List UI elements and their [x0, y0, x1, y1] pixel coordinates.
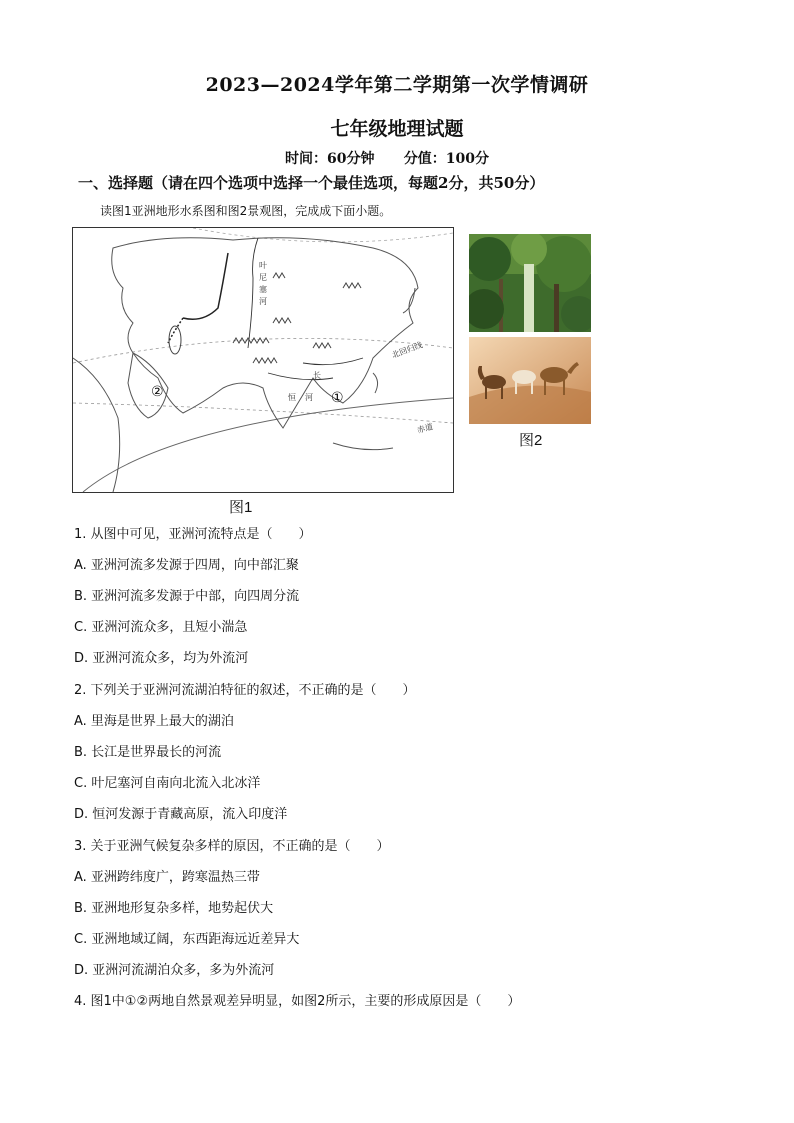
exam-meta — [285, 148, 489, 168]
europe-asia-boundary — [183, 253, 228, 319]
label-yangtze: 长 — [313, 371, 321, 380]
caspian-sea — [169, 326, 181, 354]
map-mark-2: ② — [151, 384, 164, 400]
indonesia-outline — [333, 443, 393, 450]
section-intro: 读图1亚洲地形水系图和图2景观图，完成成下面小题。 — [100, 204, 392, 218]
label-ni: 尼 — [259, 273, 267, 282]
asia-map — [72, 227, 454, 493]
asia-map-svg — [73, 228, 453, 492]
question-2-option-a: A. 里海是世界上最大的湖泊 — [74, 714, 234, 729]
question-1-option-d: D. 亚洲河流众多，均为外流河 — [74, 651, 249, 666]
map-mark-1: ① — [331, 390, 344, 406]
question-3-option-b: B. 亚洲地形复杂多样，地势起伏大 — [74, 901, 274, 916]
question-2-option-b: B. 长江是世界最长的河流 — [74, 745, 222, 760]
question-4-stem: 4. 图1中①②两地自然景观差异明显，如图2所示，主要的形成原因是（ ） — [74, 994, 521, 1009]
question-3-option-a: A. 亚洲跨纬度广，跨寒温热三带 — [74, 870, 260, 885]
label-sai: 塞 — [259, 285, 267, 294]
philippines-outline — [373, 373, 378, 393]
map-frame-arc — [83, 398, 453, 492]
exam-title: 2023—2024学年第二学期第一次学情调研 — [205, 74, 589, 96]
label-ye: 叶 — [259, 261, 267, 270]
question-3-stem: 3. 关于亚洲气候复杂多样的原因，不正确的是（ ） — [74, 839, 390, 854]
section-heading: 一、选择题（请在四个选项中选择一个最佳选项，每题2分，共50分） — [78, 174, 545, 192]
question-1-option-c: C. 亚洲河流众多，且短小湍急 — [74, 620, 248, 635]
time-label: 时间：60分钟 — [285, 151, 375, 167]
question-3-option-c: C. 亚洲地域辽阔，东西距海远近差异大 — [74, 932, 300, 947]
figure1-caption: 图1 — [229, 499, 253, 516]
label-heng: 恒 — [288, 393, 296, 402]
forest-photo — [469, 234, 591, 332]
desert-camel-photo — [469, 337, 591, 424]
label-equator: 赤道 — [416, 422, 434, 435]
exam-subtitle: 七年级地理试题 — [330, 118, 464, 140]
label-ganges-he: 河 — [305, 393, 313, 402]
label-he: 河 — [259, 297, 267, 306]
yenisei-river — [248, 238, 258, 348]
yangtze-river — [303, 358, 363, 365]
ganges-river — [268, 373, 333, 380]
score-label: 分值：100分 — [403, 151, 489, 167]
question-1-option-a: A. 亚洲河流多发源于四周，向中部汇聚 — [74, 558, 299, 573]
equator-line — [73, 403, 453, 423]
question-2-option-d: D. 恒河发源于青藏高原，流入印度洋 — [74, 807, 288, 822]
question-1-stem: 1. 从图中可见，亚洲河流特点是（ ） — [74, 527, 312, 542]
question-1-option-b: B. 亚洲河流多发源于中部，向四周分流 — [74, 589, 300, 604]
question-2-option-c: C. 叶尼塞河自南向北流入北冰洋 — [74, 776, 261, 791]
mountain-marks — [233, 273, 361, 363]
label-tropic: 北回归线 — [390, 340, 424, 360]
question-3-option-d: D. 亚洲河流湖泊众多，多为外流河 — [74, 963, 275, 978]
question-2-stem: 2. 下列关于亚洲河流湖泊特征的叙述，不正确的是（ ） — [74, 683, 416, 698]
figure2-caption: 图2 — [519, 432, 543, 449]
